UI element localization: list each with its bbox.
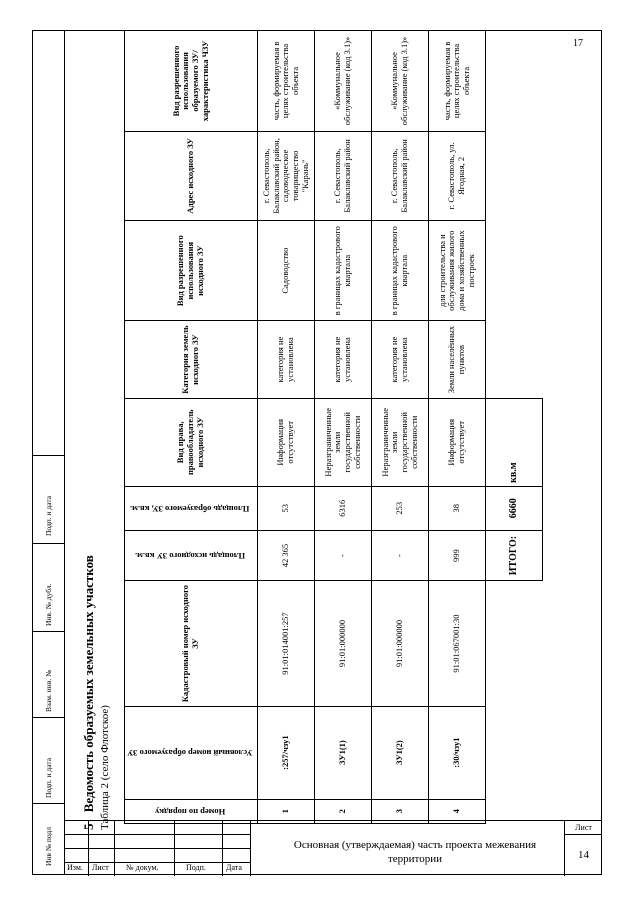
header-cell: Вид права, правообладатель исходного ЗУ bbox=[125, 398, 258, 486]
table-row bbox=[429, 31, 486, 824]
column-label: Дата bbox=[226, 863, 242, 872]
table-row bbox=[372, 31, 429, 824]
grid-line bbox=[250, 821, 251, 876]
side-stamp-cell bbox=[32, 455, 64, 543]
title-block bbox=[64, 820, 602, 875]
grid-line bbox=[88, 821, 89, 876]
page-number: 17 bbox=[573, 38, 583, 49]
grid-line bbox=[222, 821, 223, 876]
side-stamp-cell bbox=[32, 631, 64, 717]
table-cell: Садоводство bbox=[258, 220, 315, 321]
table-cell: :30/чзу1 bbox=[429, 706, 486, 799]
table-cell: часть, формируемая в целях строительства объекта bbox=[258, 31, 315, 132]
table-cell: 91:01:014001:257 bbox=[258, 581, 315, 706]
total-label: ИТОГО: bbox=[486, 530, 543, 581]
section-number: 5 bbox=[81, 823, 96, 830]
table-cell: Неразграниченные земли государственной собственности bbox=[372, 398, 429, 486]
column-label: № докум. bbox=[126, 863, 159, 872]
header-cell: Площадь образуемого ЗУ, кв.м. bbox=[125, 486, 258, 530]
table-row bbox=[258, 31, 315, 824]
table-cell: 91:01:000000 bbox=[315, 581, 372, 706]
column-label: Лист bbox=[92, 863, 109, 872]
table-cell: 91:01:067001:30 bbox=[429, 581, 486, 706]
header-cell: Адрес исходного ЗУ bbox=[125, 131, 258, 220]
section-title: Ведомость образуемых земельных участков bbox=[81, 555, 96, 813]
table-row bbox=[315, 31, 372, 824]
table-cell: Информация отсутствует bbox=[258, 398, 315, 486]
table-cell: г. Севастополь, Балаклавский район bbox=[372, 131, 429, 220]
column-label: Изм. bbox=[67, 863, 83, 872]
total-unit: кв.м bbox=[486, 398, 543, 486]
table-cell: 253 bbox=[372, 486, 429, 530]
table-cell: категория не установлена bbox=[258, 321, 315, 398]
side-stamp-label: Подп. и дата bbox=[44, 757, 53, 798]
table-cell: 1 bbox=[258, 799, 315, 823]
table-cell: 2 bbox=[315, 799, 372, 823]
sheet-box bbox=[564, 821, 602, 876]
table-cell: «Коммунальное обслуживание (код 3.1)» bbox=[315, 31, 372, 132]
table-cell: 91:01:000000 bbox=[372, 581, 429, 706]
table-cell: г. Севастополь, Балаклавский район bbox=[315, 131, 372, 220]
header-cell: Номер по порядку bbox=[125, 799, 258, 823]
table-cell: для строительства и обслуживания жилого дома и хозяйственных построек bbox=[429, 220, 486, 321]
grid-line bbox=[114, 821, 115, 876]
grid-line bbox=[174, 821, 175, 876]
total-row bbox=[486, 31, 543, 824]
table-cell: в границах кадастрового квартала bbox=[315, 220, 372, 321]
side-stamp-label: Подп. и дата bbox=[44, 495, 53, 536]
header-cell: Вид разрешенного использования образуемого ЗУ/характеристика ЧЗУ bbox=[125, 31, 258, 132]
table-header-row bbox=[125, 31, 258, 824]
header-cell: Вид разрешенного использования исходного ЗУ bbox=[125, 220, 258, 321]
document-title: Основная (утверждаемая) часть проекта межевания территории bbox=[293, 839, 537, 866]
sheet-label: Лист bbox=[565, 823, 602, 835]
table-cell: - bbox=[315, 530, 372, 581]
table-cell: - bbox=[372, 530, 429, 581]
header-cell: Площадь исходного ЗУ кв.м. bbox=[125, 530, 258, 581]
table-cell: ЗУ1(2) bbox=[372, 706, 429, 799]
table-cell: г. Севастополь, Балаклавский район, садоводческое товарищество "Карань" bbox=[258, 131, 315, 220]
side-stamp-label: Инв. № дубл. bbox=[44, 583, 53, 626]
side-stamp-label: Инв № подл bbox=[44, 827, 53, 866]
table-cell: категория не установлена bbox=[372, 321, 429, 398]
table-cell: Неразграниченные земли государственной собственности bbox=[315, 398, 372, 486]
column-label: Подп. bbox=[186, 863, 206, 872]
side-stamp-label: Взам. инв. № bbox=[44, 669, 53, 712]
header-cell: Условный номер образуемого ЗУ bbox=[125, 706, 258, 799]
rotated-content bbox=[66, 30, 596, 830]
table-cell: Информация отсутствует bbox=[429, 398, 486, 486]
table-cell: часть, формируемая в целях строительства объекта bbox=[429, 31, 486, 132]
title-block-grid bbox=[64, 821, 250, 876]
total-spacer bbox=[486, 31, 543, 399]
table-cell: г. Севастополь, ул. Ягодная, 2 bbox=[429, 131, 486, 220]
table-cell: Земли населённых пунктов bbox=[429, 321, 486, 398]
table-cell: в границах кадастрового квартала bbox=[372, 220, 429, 321]
header-cell: Категория земель исходного ЗУ bbox=[125, 321, 258, 398]
table-cell: 6316 bbox=[315, 486, 372, 530]
side-stamp-cell bbox=[32, 717, 64, 803]
header-cell: Кадастровый номер исходного ЗУ bbox=[125, 581, 258, 706]
table-cell: 3 bbox=[372, 799, 429, 823]
total-spacer bbox=[486, 581, 543, 824]
side-stamp-cell bbox=[32, 543, 64, 631]
table-cell: «Коммунальное обслуживание (код 3.1)» bbox=[372, 31, 429, 132]
table-cell: 999 bbox=[429, 530, 486, 581]
side-stamp bbox=[32, 455, 64, 875]
table-cell: категория не установлена bbox=[315, 321, 372, 398]
land-plots-table bbox=[124, 30, 543, 824]
table-cell: 38 bbox=[429, 486, 486, 530]
table-caption: Таблица 2 (село Флотское) bbox=[99, 705, 111, 830]
section-heading bbox=[81, 555, 97, 830]
side-stamp-cell bbox=[32, 803, 64, 875]
table-cell: 4 bbox=[429, 799, 486, 823]
sheet-number: 14 bbox=[578, 849, 589, 861]
table-cell: ЗУ1(1) bbox=[315, 706, 372, 799]
total-value: 6660 bbox=[486, 486, 543, 530]
table-cell: :257/чзу1 bbox=[258, 706, 315, 799]
table-cell: 42 365 bbox=[258, 530, 315, 581]
table-cell: 53 bbox=[258, 486, 315, 530]
